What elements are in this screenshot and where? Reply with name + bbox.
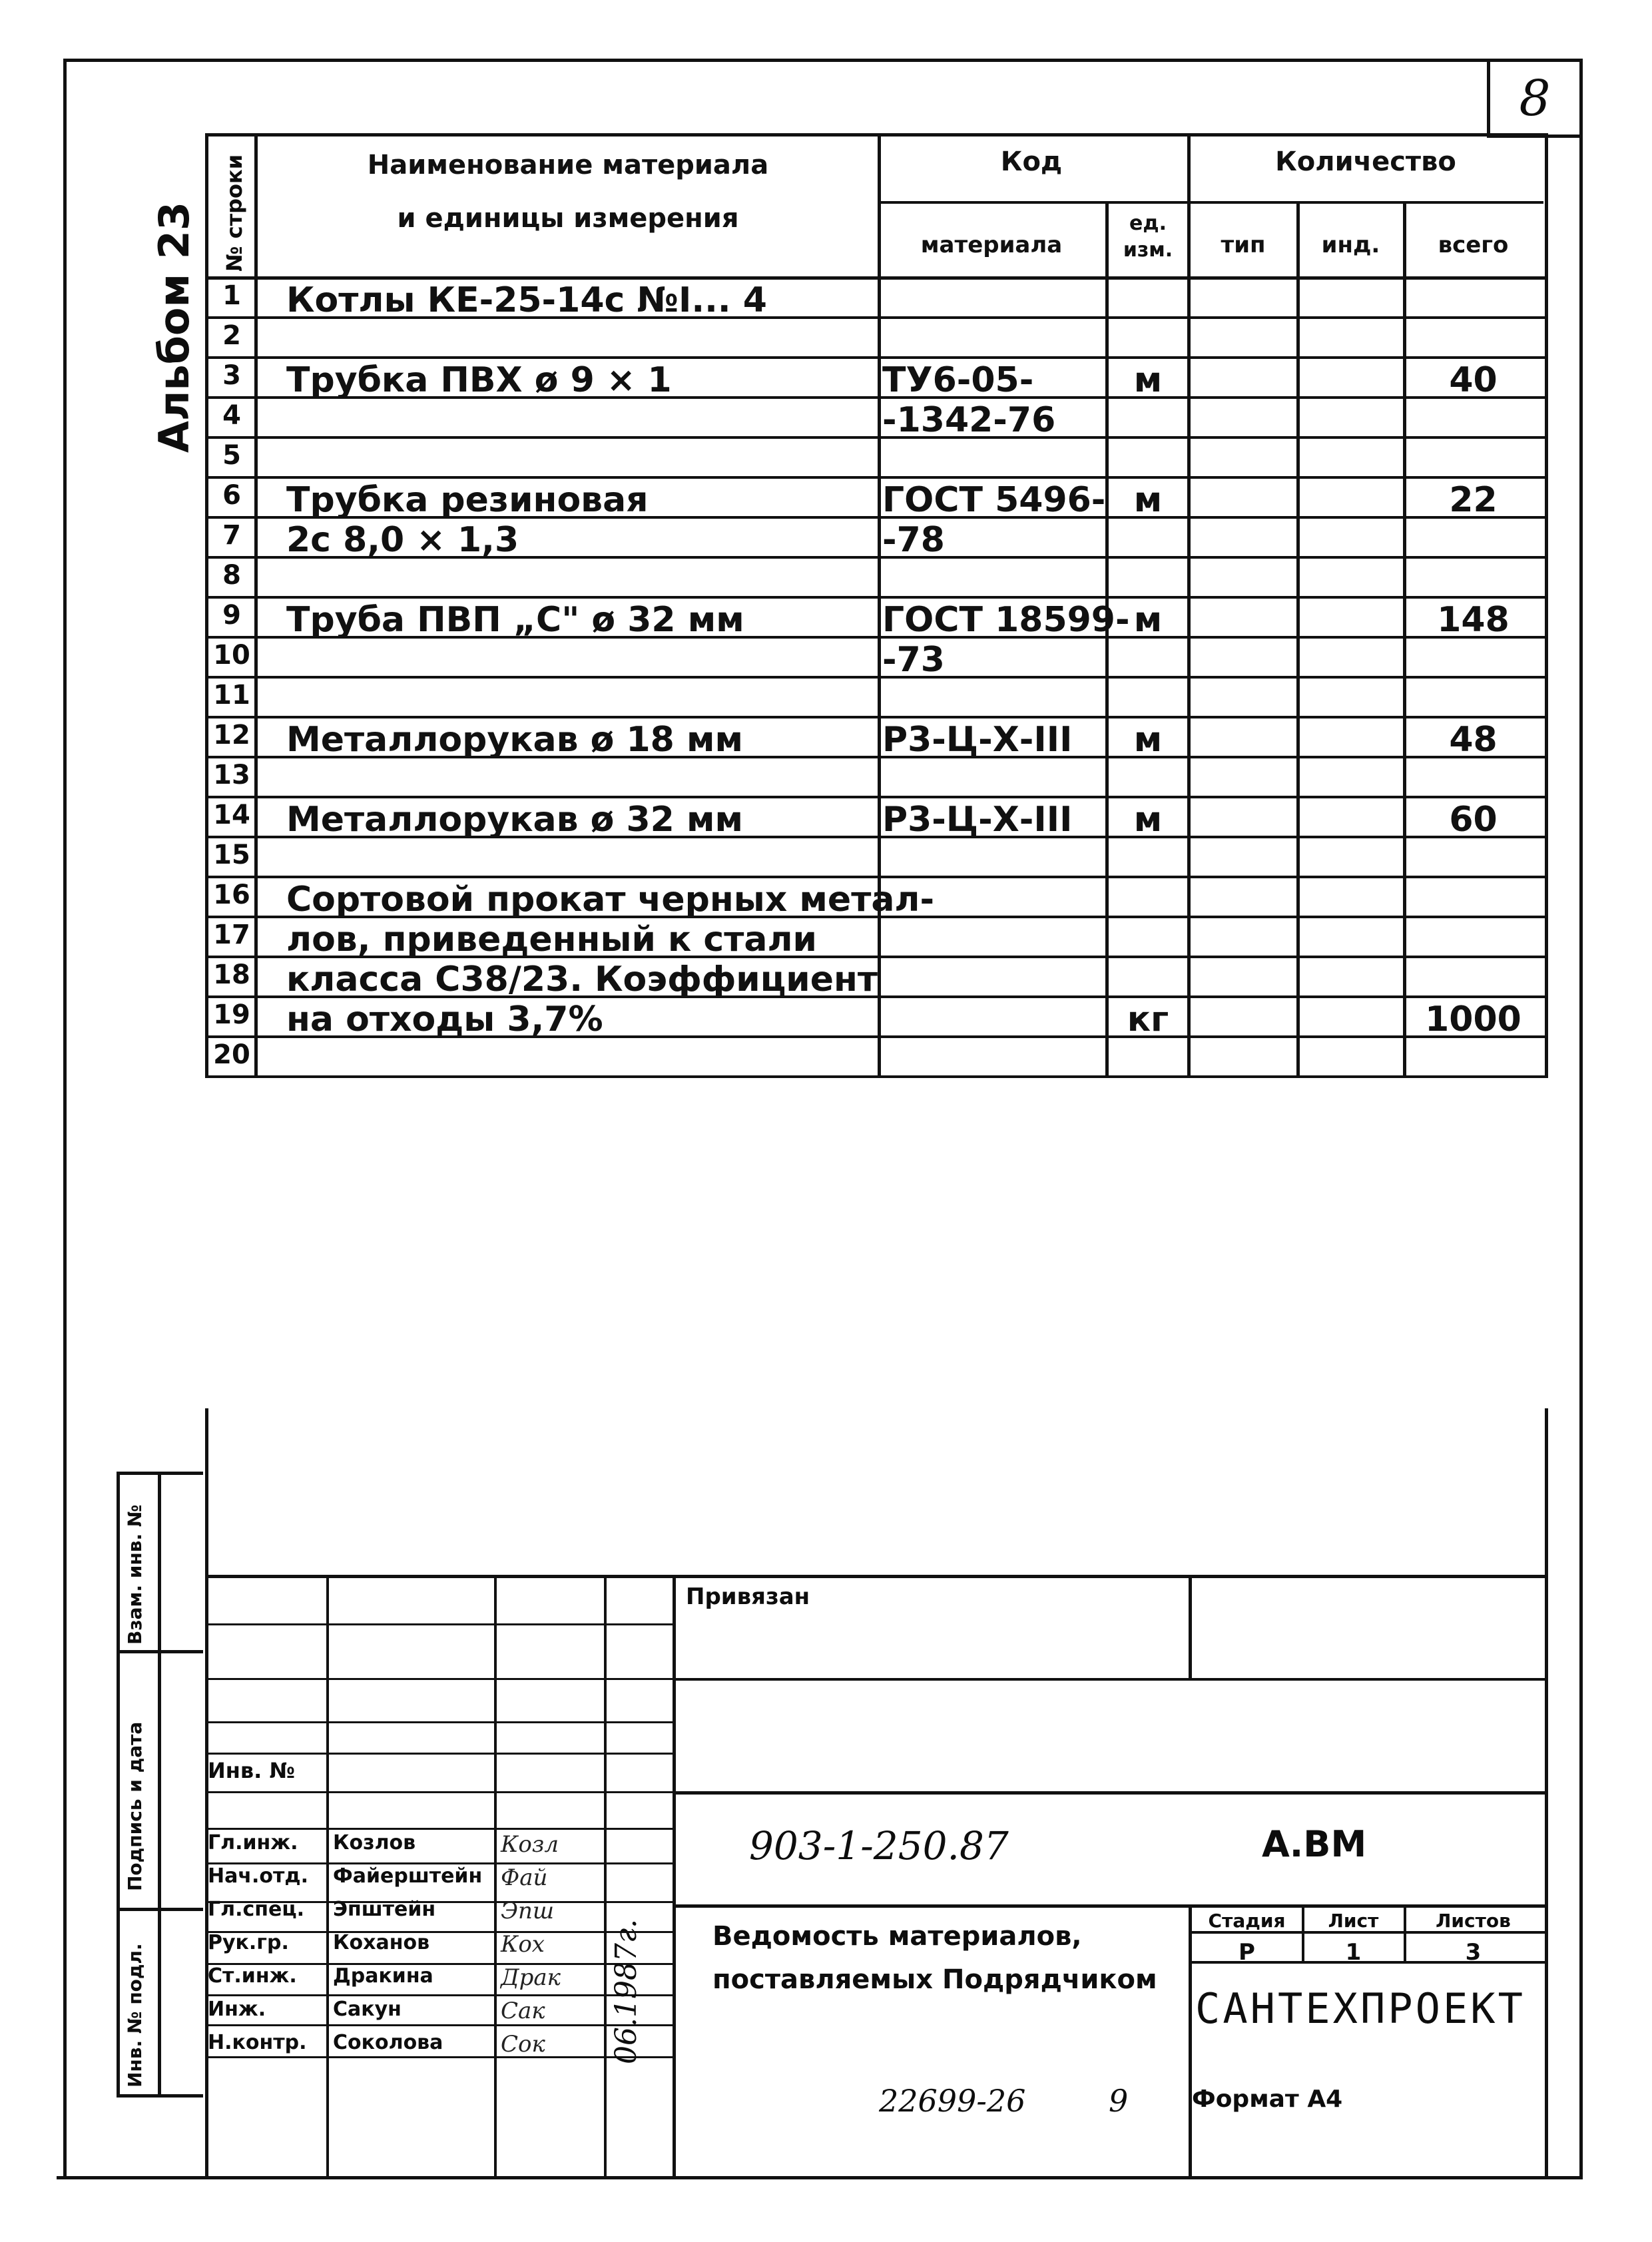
row-number: 4 — [222, 400, 241, 431]
privyazan-label: Привязан — [686, 1583, 810, 1610]
staff-name: Соколова — [333, 2031, 443, 2054]
row-number: 19 — [213, 999, 250, 1030]
header-name-line2: и единицы измерения — [397, 203, 739, 234]
frame-left — [63, 59, 67, 2179]
staff-role: Н.контр. — [208, 2031, 307, 2054]
tb-staff-col-line — [326, 1575, 329, 2177]
row-number: 7 — [222, 520, 241, 551]
name-col-line — [878, 133, 881, 1077]
tb-staff-row-line — [205, 1791, 673, 1793]
tb-staff-col-line — [494, 1575, 497, 2177]
row-name: Металлорукав ø 32 мм — [286, 800, 743, 840]
row-line — [205, 436, 1548, 439]
staff-name: Сакун — [333, 1998, 402, 2021]
header-unit-line1: ед. — [1129, 212, 1167, 235]
row-name: Трубка резиновая — [286, 480, 649, 520]
header-code: Код — [1000, 146, 1063, 177]
tb-title-top — [673, 1904, 1548, 1908]
row-total: 22 — [1449, 480, 1498, 520]
stage-label: Стадия — [1208, 1910, 1286, 1932]
row-line — [205, 676, 1548, 679]
row-total: 60 — [1449, 800, 1498, 840]
header-type: тип — [1221, 232, 1266, 258]
row-name: Металлорукав ø 18 мм — [286, 720, 743, 760]
doc-mark: А.ВМ — [1262, 1823, 1367, 1865]
header-unit-line2: изм. — [1123, 238, 1173, 262]
format-label: Формат А4 — [1192, 2086, 1343, 2113]
order-number: 22699-26 — [879, 2083, 1026, 2119]
row-total: 40 — [1449, 360, 1498, 400]
row-number: 3 — [222, 360, 241, 391]
frame-bottom — [57, 2176, 1583, 2179]
sheet-value: 1 — [1345, 1939, 1362, 1966]
header-sub-line — [878, 201, 1543, 204]
row-unit: м — [1133, 480, 1163, 520]
row-name: лов, приведенный к стали — [286, 920, 817, 960]
tb-code-top — [673, 1791, 1548, 1795]
row-number: 13 — [213, 760, 250, 790]
rowno-col-line — [254, 133, 258, 1077]
row-name: Трубка ПВХ ø 9 × 1 — [286, 360, 672, 400]
tb-privyazan-bottom — [673, 1678, 1548, 1681]
header-quantity: Количество — [1275, 146, 1456, 177]
sheet-label: Лист — [1328, 1910, 1379, 1932]
staff-signature: Кох — [501, 1931, 545, 1958]
row-number: 10 — [213, 640, 250, 671]
row-code: ГОСТ 5496- — [882, 480, 1106, 520]
row-line — [205, 876, 1548, 878]
type-col-line — [1296, 201, 1300, 1077]
stamp-line-4 — [117, 2094, 203, 2098]
tb-staff-row-line — [205, 1623, 673, 1625]
row-line — [205, 716, 1548, 718]
frame-top — [63, 59, 1583, 62]
row-code: -1342-76 — [882, 400, 1056, 440]
row-name: Котлы КЕ-25-14с №I... 4 — [286, 280, 767, 320]
sheet-number: 8 — [1519, 70, 1551, 127]
row-code: -73 — [882, 640, 945, 680]
staff-signature: Козл — [501, 1831, 559, 1858]
row-unit: м — [1133, 800, 1163, 840]
stamp-podpis: Подпись и дата — [124, 1721, 146, 1891]
staff-signature: Сок — [501, 2031, 545, 2058]
row-code: Р3-Ц-Х-III — [882, 720, 1073, 760]
staff-role: Инж. — [208, 1998, 266, 2021]
row-number: 8 — [222, 560, 241, 591]
doc-title-line2: поставляемых Подрядчиком — [712, 1964, 1157, 1995]
tb-staff-row-line — [205, 1994, 673, 1996]
row-number: 16 — [213, 880, 250, 910]
row-code: Р3-Ц-Х-III — [882, 800, 1073, 840]
row-name: на отходы 3,7% — [286, 999, 603, 1039]
page-number: 9 — [1109, 2083, 1129, 2119]
stage-value: Р — [1239, 1939, 1255, 1966]
tb-staff-row-line — [205, 1575, 673, 1577]
staff-signature: Драк — [501, 1964, 561, 1991]
row-number: 11 — [213, 680, 250, 710]
row-total: 1000 — [1425, 999, 1521, 1039]
sheet-box-left — [1487, 59, 1490, 137]
sign-date: 06.1987г. — [609, 1918, 643, 2064]
doc-code: 903-1-250.87 — [749, 1823, 1009, 1868]
unit-col-line — [1187, 133, 1191, 1077]
tb-staff-row-line — [205, 2024, 673, 2026]
staff-role: Гл.спец. — [208, 1898, 304, 1921]
staff-role: Ст.инж. — [208, 1964, 297, 1988]
staff-name: Козлов — [333, 1831, 416, 1854]
tb-staff-row-line — [205, 1678, 673, 1680]
row-line — [205, 796, 1548, 798]
staff-name: Дракина — [333, 1964, 433, 1988]
tb-staff-row-line — [205, 2056, 673, 2058]
doc-title-line1: Ведомость материалов, — [712, 1921, 1082, 1952]
row-line — [205, 1075, 1548, 1078]
tb-staff-row-line — [205, 1721, 673, 1723]
row-number: 12 — [213, 720, 250, 750]
row-name: Труба ПВП „С" ø 32 мм — [286, 600, 744, 640]
sheets-label: Листов — [1436, 1910, 1511, 1932]
stamp-strip-left — [117, 1472, 120, 2098]
staff-role: Рук.гр. — [208, 1931, 289, 1954]
row-code: ГОСТ 18599- — [882, 600, 1130, 640]
row-name: 2с 8,0 × 1,3 — [286, 520, 519, 560]
row-number: 15 — [213, 840, 250, 870]
row-code: ТУ6-05- — [882, 360, 1034, 400]
staff-name: Коханов — [333, 1931, 430, 1954]
row-line — [205, 356, 1548, 359]
staff-role: Гл.инж. — [208, 1831, 298, 1854]
row-line — [205, 596, 1548, 599]
inv-no-label: Инв. № — [208, 1758, 295, 1783]
staff-signature: Эпш — [501, 1898, 555, 1924]
header-name-line1: Наименование материала — [367, 150, 769, 180]
sheets-value: 3 — [1465, 1939, 1482, 1966]
row-name: Сортовой прокат черных метал- — [286, 880, 935, 920]
staff-name: Файерштейн — [333, 1864, 483, 1888]
header-total: всего — [1438, 232, 1509, 258]
frame-right — [1579, 59, 1583, 2179]
row-number: 2 — [222, 320, 241, 351]
header-row-no: № строки — [222, 154, 247, 272]
header-material: материала — [920, 232, 1063, 258]
row-name: класса С38/23. Коэффициент — [286, 960, 878, 999]
album-label: Альбом 23 — [150, 201, 198, 453]
row-unit: м — [1133, 720, 1163, 760]
tb-mid-vertical — [673, 1575, 676, 2177]
row-number: 14 — [213, 800, 250, 830]
table-right-line — [1545, 133, 1548, 1077]
header-bottom-line — [205, 276, 1548, 280]
tb-staff-row-line — [205, 1828, 673, 1830]
row-total: 148 — [1437, 600, 1510, 640]
row-code: -78 — [882, 520, 945, 560]
row-number: 1 — [222, 280, 241, 311]
stamp-vzam: Взам. инв. № — [124, 1504, 146, 1645]
stamp-inv-podl: Инв. № подл. — [124, 1943, 146, 2088]
staff-role: Нач.отд. — [208, 1864, 308, 1888]
stamp-strip-mid — [158, 1472, 161, 2098]
tb-staff-row-line — [205, 1753, 673, 1755]
tb-staff-col-line — [604, 1575, 607, 2177]
row-number: 5 — [222, 440, 241, 471]
row-number: 18 — [213, 960, 250, 990]
row-unit: кг — [1127, 999, 1169, 1039]
row-line — [205, 476, 1548, 479]
row-unit: м — [1133, 360, 1163, 400]
table-left-line — [205, 133, 208, 1077]
row-number: 17 — [213, 920, 250, 950]
staff-signature: Сак — [501, 1998, 545, 2024]
table-top-line — [205, 133, 1548, 137]
organization: САНТЕХПРОЕКТ — [1195, 1984, 1525, 2033]
row-total: 48 — [1449, 720, 1498, 760]
row-number: 6 — [222, 480, 241, 511]
tb-privyazan-split — [1189, 1575, 1192, 1678]
header-individual: инд. — [1321, 232, 1380, 258]
row-number: 20 — [213, 1039, 250, 1070]
staff-signature: Фай — [501, 1864, 548, 1891]
row-number: 9 — [222, 600, 241, 631]
row-unit: м — [1133, 600, 1163, 640]
staff-name: Эпштейн — [333, 1898, 436, 1921]
